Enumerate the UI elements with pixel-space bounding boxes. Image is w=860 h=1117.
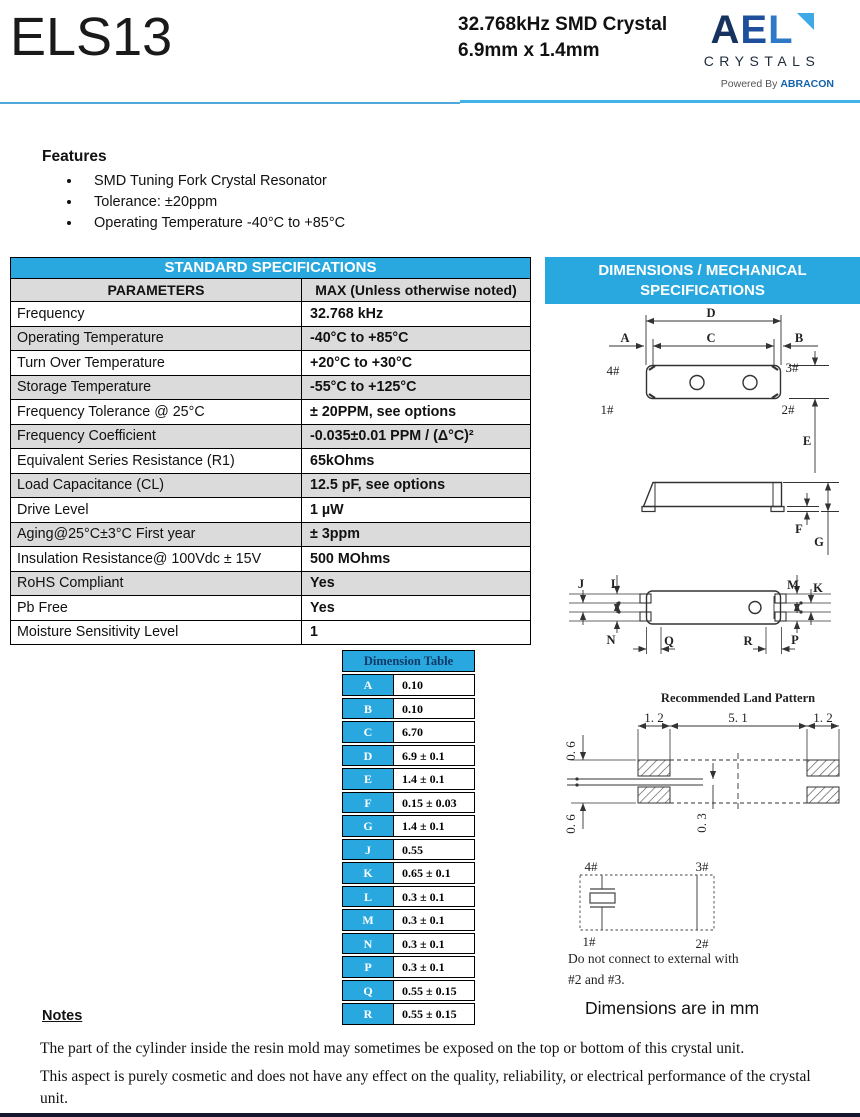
schematic-pin-1: 1# [582, 934, 596, 949]
spec-value-cell: 32.768 kHz [310, 305, 384, 322]
dimension-table-row [342, 956, 475, 978]
spec-param-cell: Pb Free [11, 596, 302, 620]
pin-label-2: 2# [781, 402, 795, 417]
dimension-value-cell: 0.3 ± 0.1 [394, 956, 475, 978]
dimension-table-row [342, 674, 475, 696]
features-title: Features [42, 148, 107, 165]
product-subtitle [458, 12, 667, 64]
dimension-label-cell: L [342, 886, 394, 908]
spec-value-cell: -0.035±0.01 PPM / (Δ°C)² [310, 428, 474, 445]
dimension-table [342, 650, 475, 1027]
spec-param-cell: Aging@25°C±3°C First year [11, 523, 302, 547]
logo-letter-a: A [710, 8, 741, 52]
land-dim-side-top: 0. 6 [563, 741, 578, 761]
dimension-value-cell: 6.70 [394, 721, 475, 743]
page-title: ELS13 [10, 7, 173, 67]
schematic-pin-2: 2# [695, 936, 709, 951]
dimension-label-cell: G [342, 815, 394, 837]
spec-value-cell: Yes [310, 575, 335, 592]
spec-row [11, 449, 530, 474]
dimension-label-cell: J [342, 839, 394, 861]
dimension-value-cell: 0.55 ± 0.15 [394, 980, 475, 1002]
spec-value-cell: ± 20PPM, see options [310, 403, 457, 420]
units-note: Dimensions are in mm [585, 998, 760, 1018]
dimension-value-cell: 0.55 ± 0.15 [394, 1003, 475, 1025]
dimensions-title-line1: DIMENSIONS / MECHANICAL [598, 261, 807, 279]
feature-item: • Operating Temperature -40°C to +85°C [82, 215, 345, 231]
spec-table-body [11, 302, 530, 644]
spec-value-cell: 1 µW [310, 501, 344, 518]
spec-param-cell: Turn Over Temperature [11, 351, 302, 375]
dim-label-n: N [606, 633, 616, 647]
land-dim-center: 5. 1 [728, 710, 748, 725]
dimension-value-cell: 0.3 ± 0.1 [394, 933, 475, 955]
standard-specifications-table [10, 257, 531, 645]
spec-row [11, 302, 530, 327]
spec-value-cell: -55°C to +125°C [310, 379, 417, 396]
dimension-label-cell: A [342, 674, 394, 696]
dim-label-p: P [791, 633, 799, 647]
dimension-label-cell: Q [342, 980, 394, 1002]
dimension-label-cell: M [342, 909, 394, 931]
dim-label-j: J [577, 577, 585, 591]
logo-triangle-icon [797, 13, 814, 30]
dimension-label-cell: R [342, 1003, 394, 1025]
dimension-table-row [342, 839, 475, 861]
land-pattern-drawing [563, 691, 839, 834]
dimension-table-row [342, 815, 475, 837]
dimension-value-cell: 0.10 [394, 698, 475, 720]
dimension-table-row [342, 792, 475, 814]
dim-label-f: F [795, 522, 803, 536]
schematic-pin-4: 4# [584, 859, 598, 874]
spec-row [11, 425, 530, 450]
dimension-label-cell: N [342, 933, 394, 955]
dimension-value-cell: 0.3 ± 0.1 [394, 886, 475, 908]
features-section [42, 148, 345, 236]
note-paragraph: This aspect is purely cosmetic and does not have any effect on the quality, reliability, or electrical performance of the crystal unit. [40, 1068, 811, 1107]
schematic-note-line2: #2 and #3. [568, 972, 625, 987]
dimension-label-cell: B [342, 698, 394, 720]
powered-by-text: Powered By [720, 78, 778, 90]
spec-row [11, 523, 530, 548]
spec-param-cell: Load Capacitance (CL) [11, 474, 302, 498]
dimension-label-cell: C [342, 721, 394, 743]
spec-param-cell: Moisture Sensitivity Level [11, 621, 302, 645]
dim-label-q: Q [664, 634, 674, 648]
dimensions-panel-header [545, 257, 860, 304]
dim-label-d: D [706, 306, 716, 320]
pin-label-1: 1# [600, 402, 614, 417]
spec-param-cell: Equivalent Series Resistance (R1) [11, 449, 302, 473]
dimension-value-cell: 0.55 [394, 839, 475, 861]
dimension-label-cell: K [342, 862, 394, 884]
dimension-label-cell: F [342, 792, 394, 814]
spec-param-cell: Drive Level [11, 498, 302, 522]
dimension-value-cell: 0.15 ± 0.03 [394, 792, 475, 814]
dim-label-e: E [802, 434, 812, 448]
dimension-label-cell: P [342, 956, 394, 978]
dimension-value-cell: 0.3 ± 0.1 [394, 909, 475, 931]
note-paragraph: The part of the cylinder inside the resin mold may sometimes be exposed on the top or bottom of this crystal unit. [40, 1040, 745, 1057]
feature-item: • Tolerance: ±20ppm [82, 194, 345, 210]
dim-label-l: L [610, 577, 620, 591]
dim-label-g: G [814, 535, 824, 549]
dim-label-a: A [620, 331, 630, 345]
dimension-value-cell: 1.4 ± 0.1 [394, 815, 475, 837]
spec-value-cell: 65kOhms [310, 452, 375, 469]
dimension-table-row [342, 768, 475, 790]
spec-col-parameters: PARAMETERS [11, 279, 302, 301]
notes-title: Notes [42, 1008, 83, 1024]
spec-value-cell: ± 3ppm [310, 526, 360, 543]
dimension-label-cell: D [342, 745, 394, 767]
spec-row [11, 400, 530, 425]
spec-row [11, 621, 530, 645]
spec-param-cell: Frequency Tolerance @ 25°C [11, 400, 302, 424]
spec-row [11, 474, 530, 499]
spec-param-cell: Frequency [11, 302, 302, 326]
features-list [42, 173, 345, 231]
logo-wordmark [688, 10, 836, 50]
spec-value-cell: -40°C to +85°C [310, 330, 409, 347]
spec-param-cell: Operating Temperature [11, 327, 302, 351]
dimension-table-row [342, 909, 475, 931]
ael-crystals-logo [688, 10, 836, 90]
feature-item: • SMD Tuning Fork Crystal Resonator [82, 173, 345, 189]
spec-param-cell: RoHS Compliant [11, 572, 302, 596]
spec-value-cell: 500 MOhms [310, 550, 391, 567]
mechanical-drawing [545, 303, 860, 1015]
dimension-label-cell: E [342, 768, 394, 790]
spec-param-cell: Storage Temperature [11, 376, 302, 400]
land-pattern-title: Recommended Land Pattern [660, 691, 816, 705]
spec-row [11, 596, 530, 621]
spec-param-cell: Insulation Resistance@ 100Vdc ± 15V [11, 547, 302, 571]
land-dim-side-bottom: 0. 6 [563, 814, 578, 834]
spec-row [11, 351, 530, 376]
land-dim-left: 1. 2 [644, 710, 664, 725]
spec-param-cell: Frequency Coefficient [11, 425, 302, 449]
dim-label-k: K [813, 581, 823, 595]
pin-label-3: 3# [785, 360, 799, 375]
land-dim-gap: 0. 3 [694, 813, 709, 833]
logo-crystals-text: CRYSTALS [703, 53, 821, 69]
top-view-drawing [601, 306, 830, 473]
dimension-table-title: Dimension Table [342, 650, 475, 672]
spec-row [11, 572, 530, 597]
dimension-table-row [342, 933, 475, 955]
abracon-brand: ABRACON [780, 78, 834, 90]
spec-row [11, 498, 530, 523]
dimension-table-row [342, 721, 475, 743]
dimension-table-row [342, 745, 475, 767]
spec-value-cell: 12.5 pF, see options [310, 477, 446, 494]
dimension-table-body [342, 674, 475, 1025]
dimension-table-row [342, 980, 475, 1002]
dimension-value-cell: 0.10 [394, 674, 475, 696]
dimension-value-cell: 0.65 ± 0.1 [394, 862, 475, 884]
spec-row [11, 327, 530, 352]
header-rule-right [460, 100, 860, 103]
dimension-value-cell: 6.9 ± 0.1 [394, 745, 475, 767]
schematic-note-line1: Do not connect to external with [568, 951, 739, 966]
dim-label-r: R [743, 634, 753, 648]
spec-table-header-row [11, 279, 530, 302]
page-bottom-bar [0, 1113, 860, 1117]
spec-value-cell: +20°C to +30°C [310, 354, 413, 371]
dim-label-m: M [787, 578, 799, 592]
header-rule-left [0, 102, 460, 104]
spec-col-max: MAX (Unless otherwise noted) [315, 282, 517, 298]
logo-letter-e: E [740, 8, 769, 52]
logo-letter-l: L [768, 8, 794, 52]
spec-row [11, 376, 530, 401]
land-dim-right: 1. 2 [813, 710, 833, 725]
spec-value-cell: 1 [310, 624, 318, 641]
schematic-pin-3: 3# [695, 859, 709, 874]
spec-row [11, 547, 530, 572]
subtitle-line1: 32.768kHz SMD Crystal [458, 14, 668, 35]
connection-schematic [580, 859, 714, 951]
dim-label-b: B [794, 331, 804, 345]
dimensions-title-line2: SPECIFICATIONS [640, 281, 765, 299]
schematic-note [568, 948, 739, 990]
dimension-table-row [342, 886, 475, 908]
dimension-table-row [342, 1003, 475, 1025]
powered-by-line [688, 78, 836, 90]
dimension-table-row [342, 698, 475, 720]
subtitle-line2: 6.9mm x 1.4mm [458, 40, 600, 61]
spec-table-title: STANDARD SPECIFICATIONS [11, 258, 530, 279]
pin-label-4: 4# [606, 363, 620, 378]
spec-value-cell: Yes [310, 599, 335, 616]
dim-label-c: C [706, 331, 716, 345]
dimension-value-cell: 1.4 ± 0.1 [394, 768, 475, 790]
side-view-drawing [642, 483, 839, 556]
notes-paragraphs [40, 1038, 822, 1116]
dimension-table-row [342, 862, 475, 884]
bottom-view-drawing [569, 575, 831, 654]
